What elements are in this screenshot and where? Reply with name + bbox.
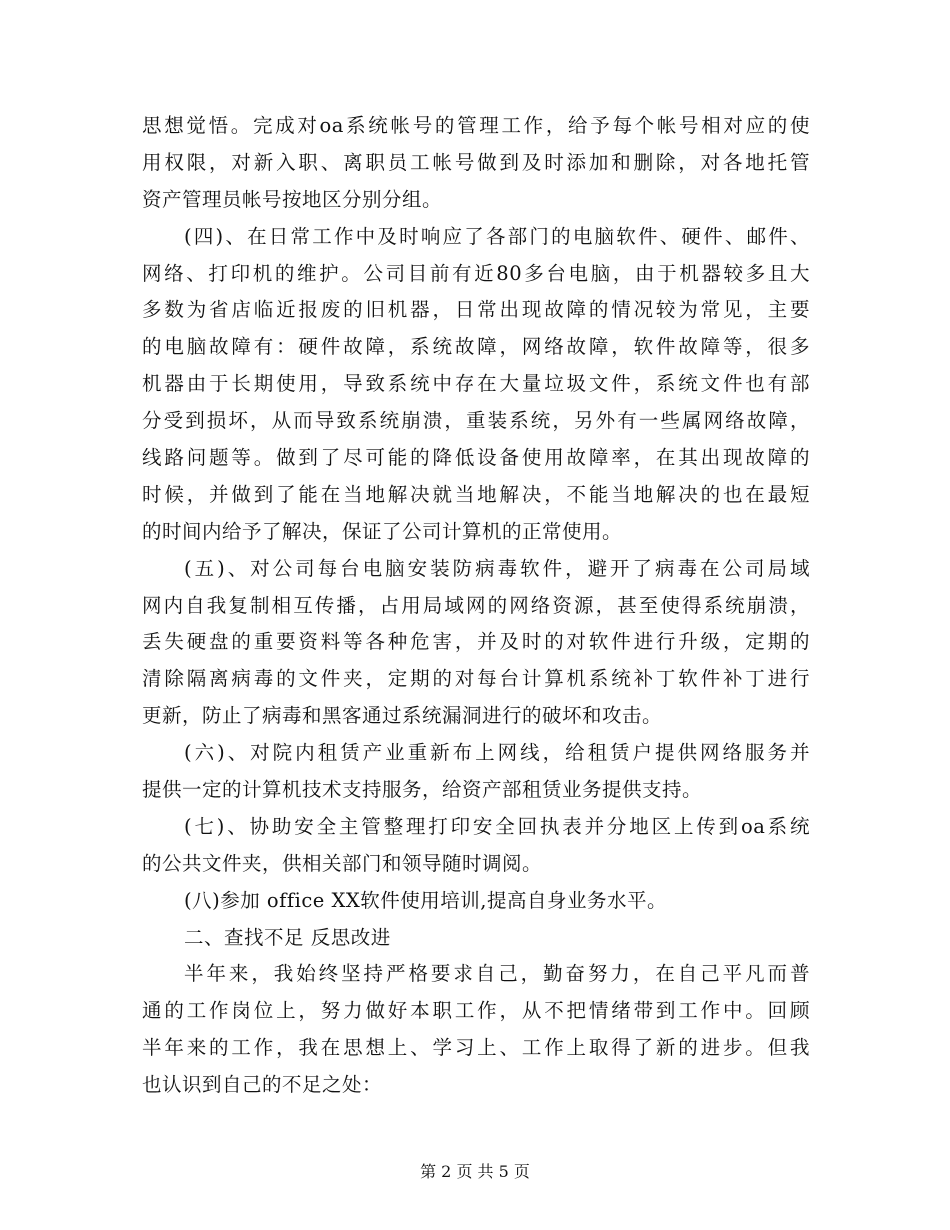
text-line: 清除隔离病毒的文件夹，定期的对每台计算机系统补丁软件补丁进行 (142, 667, 810, 691)
text-line: 半年来，我始终坚持严格要求自己，勤奋努力，在自己平凡而普 (184, 962, 810, 986)
text-line: (四)、在日常工作中及时响应了各部门的电脑软件、硬件、邮件、 (184, 224, 810, 248)
text-line: (六)、对院内租赁产业重新布上网线，给租赁户提供网络服务并 (184, 741, 810, 765)
text-line: 思想觉悟。完成对oa系统帐号的管理工作，给予每个帐号相对应的使 (142, 114, 810, 137)
text-line: 资产管理员帐号按地区分别分组。 (142, 187, 443, 211)
text-line: (七)、协助安全主管整理打印安全回执表并分地区上传到oa系统 (184, 814, 810, 838)
text-line: 网络、打印机的维护。公司目前有近80多台电脑，由于机器较多且大 (142, 261, 810, 285)
text-line: 更新，防止了病毒和黑客通过系统漏洞进行的破坏和攻击。 (142, 704, 663, 728)
text-line: (五)、对公司每台电脑安装防病毒软件，避开了病毒在公司局域 (184, 556, 810, 580)
text-line: 也认识到自己的不足之处： (142, 1073, 383, 1097)
text-line: 的电脑故障有：硬件故障，系统故障，网络故障，软件故障等，很多 (142, 335, 810, 359)
text-line: 多数为省店临近报废的旧机器，日常出现故障的情况较为常见，主要 (142, 298, 810, 322)
text-line: 网内自我复制相互传播，占用局域网的网络资源，甚至使得系统崩溃， (142, 593, 810, 617)
text-line: (八)参加 office XX软件使用培训,提高自身业务水平。 (184, 888, 667, 912)
text-line: 线路问题等。做到了尽可能的降低设备使用故障率，在其出现故障的 (142, 446, 810, 470)
text-line: 通的工作岗位上，努力做好本职工作，从不把情绪带到工作中。回顾 (142, 999, 810, 1023)
text-line: 半年来的工作，我在思想上、学习上、工作上取得了新的进步。但我 (142, 1036, 810, 1060)
text-line: 提供一定的计算机技术支持服务，给资产部租赁业务提供支持。 (142, 778, 703, 802)
text-line: 分受到损坏，从而导致系统崩溃，重装系统，另外有一些属网络故障， (142, 409, 810, 433)
text-line: 的公共文件夹，供相关部门和领导随时调阅。 (142, 851, 543, 875)
text-line: 时候，并做到了能在当地解决就当地解决，不能当地解决的也在最短 (142, 482, 810, 506)
page-footer: 第 2 页 共 5 页 (420, 1162, 530, 1181)
text-line: 的时间内给予了解决，保证了公司计算机的正常使用。 (142, 519, 623, 543)
section-heading: 二、查找不足 反思改进 (184, 925, 391, 949)
text-line: 机器由于长期使用，导致系统中存在大量垃圾文件，系统文件也有部 (142, 372, 810, 396)
text-line: 丢失硬盘的重要资料等各种危害，并及时的对软件进行升级，定期的 (142, 630, 810, 654)
document-body (142, 108, 810, 1104)
text-line: 用权限，对新入职、离职员工帐号做到及时添加和删除，对各地托管 (142, 150, 810, 174)
